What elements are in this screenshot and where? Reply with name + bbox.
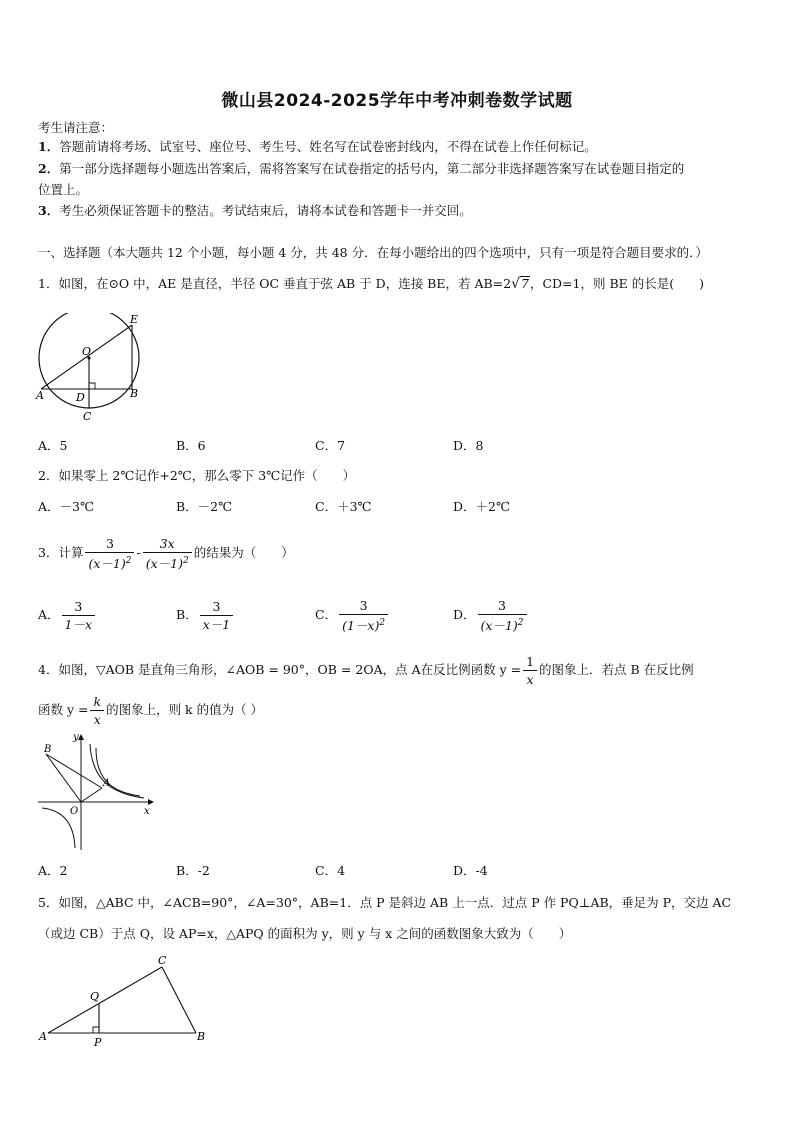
- q2-option-c[interactable]: C．＋3℃: [315, 499, 372, 514]
- q3-option-d[interactable]: D． $\frac{3}{(x-1)^2}$: [453, 596, 529, 634]
- label-b: B: [44, 744, 52, 755]
- label-o: O: [70, 806, 79, 817]
- q1-option-d[interactable]: D．8: [453, 438, 484, 453]
- label-a: A: [103, 778, 111, 789]
- notice-item-2-cont: 位置上。: [38, 182, 89, 197]
- q3-option-c[interactable]: C． $\frac{3}{(1-x)^2}$: [315, 596, 390, 634]
- question-2-stem: 2．如果零上 2℃记作+2℃，那么零下 3℃记作（ ）: [38, 468, 356, 483]
- q2-option-a[interactable]: A．－3℃: [38, 499, 94, 514]
- label-c: C: [158, 954, 167, 967]
- label-a: A: [39, 1030, 47, 1043]
- label-a: A: [36, 389, 44, 402]
- q1-option-b[interactable]: B．6: [176, 438, 206, 453]
- notice-item-3: 3．考生必须保证答题卡的整洁。考试结束后，请将本试卷和答题卡一并交回。: [38, 203, 472, 218]
- label-e: E: [130, 313, 139, 326]
- question-1-figure: [34, 313, 154, 425]
- question-5-stem-line-2: （或边 CB）于点 Q，设 AP=x，△APQ 的面积为 y，则 y 与 x 之间的函数图象大致为（ ）: [38, 926, 572, 941]
- label-b: B: [130, 387, 139, 400]
- q4-option-c[interactable]: C．4: [315, 863, 346, 878]
- label-d: D: [76, 391, 85, 404]
- label-b: B: [197, 1030, 206, 1043]
- question-1-stem: 1．如图，在⊙O 中，AE 是直径，半径 OC 垂直于弦 AB 于 D，连接 BE，若 AB=2√7，CD=1，则 BE 的长是( ): [38, 276, 704, 292]
- q3-fraction-1: $\frac{3}{(x-1)^2}$: [85, 535, 134, 572]
- q4-option-b[interactable]: B．-2: [176, 863, 210, 878]
- label-y: y: [73, 732, 79, 743]
- q1-option-a[interactable]: A．5: [38, 438, 68, 453]
- q2-option-d[interactable]: D．＋2℃: [453, 499, 510, 514]
- question-3-stem: 3．计算 $\frac{3}{(x-1)^2}$ - $\frac{3x}{(x-1)^2}$ 的结果为（ ）: [38, 535, 294, 572]
- label-c: C: [83, 410, 92, 423]
- q2-option-b[interactable]: B．－2℃: [176, 499, 233, 514]
- segment-ob: [46, 754, 81, 802]
- q3-option-b[interactable]: B． $\frac{3}{x-1}$: [176, 596, 235, 634]
- page-title: 微山县2024-2025学年中考冲刺卷数学试题: [221, 91, 573, 111]
- section-heading: 一、选择题（本大题共 12 个小题，每小题 4 分，共 48 分．在每小题给出的四个选项中，只有一项是符合题目要求的．）: [38, 245, 708, 260]
- question-4-stem-line-2: 函数 y = $\frac{k}{x}$ 的图象上，则 k 的值为（ ）: [38, 694, 264, 727]
- right-angle-mark: [93, 1027, 99, 1033]
- question-4-stem-line-1: 4．如图，▽AOB 是直角三角形，∠AOB = 90°，OB = 2OA，点 A在反比例函数 y = $\frac{1}{x}$ 的图象上．若点 B 在反比例: [38, 654, 694, 687]
- side-ac: [48, 967, 162, 1033]
- q4-option-d[interactable]: D．-4: [453, 863, 488, 878]
- label-q: Q: [90, 990, 100, 1003]
- q3-fraction-2: $\frac{3x}{(x-1)^2}$: [143, 535, 192, 572]
- question-4-figure: [34, 732, 156, 852]
- label-x: x: [144, 806, 150, 817]
- label-o: O: [82, 345, 92, 358]
- q4-option-a[interactable]: A．2: [38, 863, 68, 878]
- segment-oa: [81, 788, 102, 802]
- label-p: P: [94, 1036, 102, 1047]
- segment-ab: [46, 754, 102, 788]
- notice-heading: 考生请注意：: [38, 120, 114, 135]
- question-5-figure: [36, 953, 210, 1047]
- question-5-stem-line-1: 5．如图，△ABC 中，∠ACB=90°，∠A=30°，AB=1．点 P 是斜边 AB 上一点．过点 P 作 PQ⊥AB，垂足为 P，交边 AC: [38, 895, 732, 910]
- right-angle-mark: [89, 383, 95, 389]
- side-cb: [162, 967, 196, 1033]
- q1-option-c[interactable]: C．7: [315, 438, 346, 453]
- notice-item-1: 1．答题前请将考场、试室号、座位号、考生号、姓名写在试卷密封线内，不得在试卷上作任何标记。: [38, 139, 597, 154]
- notice-item-2: 2．第一部分选择题每小题选出答案后，需将答案写在试卷指定的括号内，第二部分非选择题答案写在试卷题目指定的: [38, 161, 685, 176]
- q3-option-a[interactable]: A． $\frac{3}{1-x}$: [38, 596, 97, 634]
